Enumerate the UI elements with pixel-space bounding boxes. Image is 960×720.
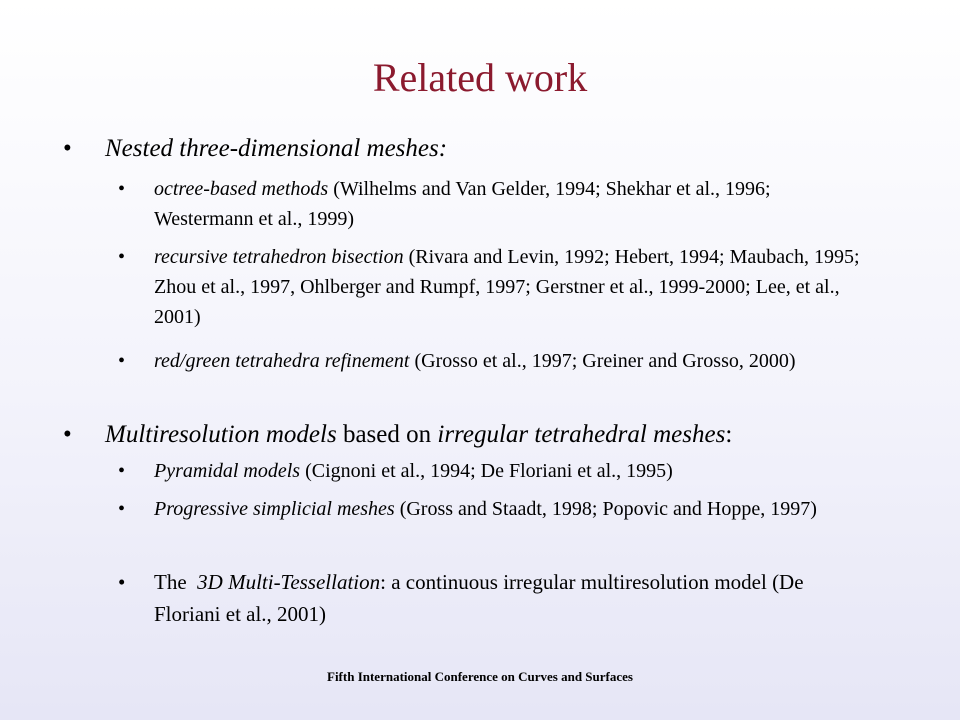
sub-bullet-italic: 3D Multi-Tessellation xyxy=(197,570,381,594)
sub-bullet-progressive xyxy=(118,494,874,524)
bullet-dot-icon: • xyxy=(118,570,126,594)
bullet-text-italic-tail: irregular tetrahedral meshes xyxy=(437,421,726,448)
bullet-dot-icon: • xyxy=(118,178,126,200)
slide-footer: Fifth International Conference on Curves and Surfaces xyxy=(327,669,633,684)
sub-bullet-pyramidal xyxy=(118,456,874,486)
sub-bullet-italic: recursive tetrahedron bisection xyxy=(154,246,404,268)
sub-bullet-text: (Grosso et al., 1997; Greiner and Grosso, 2000) xyxy=(409,350,796,372)
bullet-dot-icon: • xyxy=(118,498,126,520)
sub-bullet-bisection xyxy=(118,242,874,332)
bullet-dot-icon: • xyxy=(63,135,72,162)
sub-bullet-italic: octree-based methods xyxy=(154,178,329,200)
sub-bullet-italic: red/green tetrahedra refinement xyxy=(154,350,410,372)
slide-title: Related work xyxy=(372,55,588,100)
sub-bullet-italic: Pyramidal models xyxy=(154,460,301,482)
sub-bullet-red-green xyxy=(118,346,874,376)
sub-bullet-italic: Progressive simplicial meshes xyxy=(154,498,395,520)
sub-bullet-text: (Wilhelms and Van Gelder, 1994; Shekhar et al., 1996; Westermann et al., 1999) xyxy=(154,178,771,230)
sub-bullet-text: : a continuous irregular multiresolution model (De Floriani et al., 2001) xyxy=(154,570,804,626)
bullet-dot-icon: • xyxy=(118,460,126,482)
bullet-dot-icon: • xyxy=(63,421,72,448)
sub-bullet-octree xyxy=(118,174,874,234)
sub-bullet-text: (Rivara and Levin, 1992; Hebert, 1994; Maubach, 1995; Zhou et al., 1997, Ohlberger and Rumpf, 1997; Gerstner et al., 1999-2000; Lee, et al., 2001) xyxy=(154,246,860,328)
bullet-multiresolution xyxy=(63,420,925,450)
sub-bullet-text: (Gross and Staadt, 1998; Popovic and Hoppe, 1997) xyxy=(394,498,817,520)
bullet-text-end: : xyxy=(725,421,733,448)
bullet-dot-icon: • xyxy=(118,350,126,372)
bullet-dot-icon: • xyxy=(118,246,126,268)
bullet-text: based on xyxy=(336,421,438,448)
bullet-text-italic: Nested three-dimensional meshes: xyxy=(105,135,448,162)
bullet-nested-meshes xyxy=(63,134,925,164)
sub-bullet-text: (Cignoni et al., 1994; De Floriani et al., 1995) xyxy=(300,460,673,482)
bullet-text-italic: Multiresolution models xyxy=(105,421,337,448)
sub-bullet-multi-tessellation xyxy=(118,566,874,630)
sub-bullet-prefix: The xyxy=(154,570,198,594)
